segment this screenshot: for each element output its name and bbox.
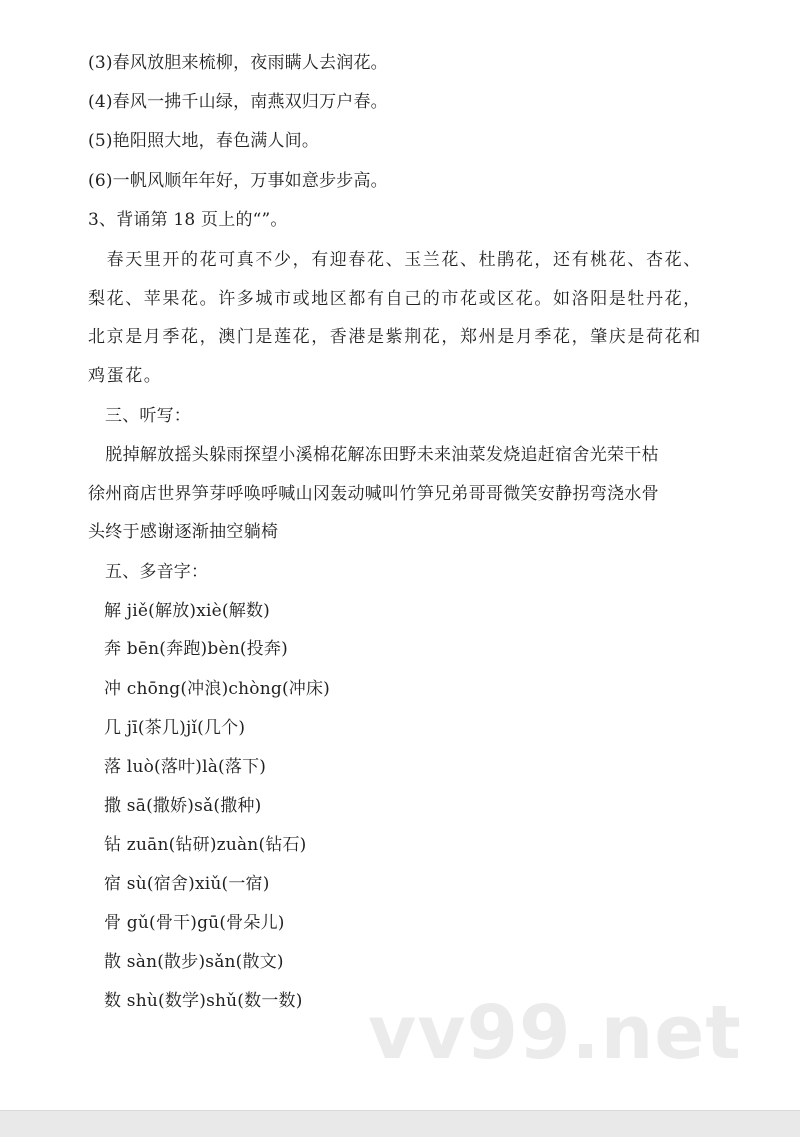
dictation-line: 徐州商店世界笋芽呼唤呼喊山冈轰动喊叫竹笋兄弟哥哥微笑安静拐弯浇水骨 xyxy=(88,484,659,504)
couplet-line-4: (4)春风一拂千山绿，南燕双归万户春。 xyxy=(88,92,388,112)
polyphone-item: 骨 gǔ(骨干)gū(骨朵儿) xyxy=(104,913,285,933)
couplet-line-5: (5)艳阳照大地，春色满人间。 xyxy=(88,131,320,151)
polyphone-item: 奔 bēn(奔跑)bèn(投奔) xyxy=(104,639,288,659)
watermark: vv99.net xyxy=(368,990,742,1076)
polyphone-item: 冲 chōng(冲浪)chòng(冲床) xyxy=(104,679,331,699)
page-bottom-bar xyxy=(0,1110,800,1137)
paragraph-line: 春天里开的花可真不少，有迎春花、玉兰花、杜鹃花，还有桃花、杏花、 xyxy=(88,250,702,270)
polyphone-item: 几 jī(茶几)jǐ(几个) xyxy=(104,718,246,738)
polyphone-item: 钻 zuān(钻研)zuàn(钻石) xyxy=(104,835,307,855)
couplet-line-6: (6)一帆风顺年年好，万事如意步步高。 xyxy=(88,171,388,191)
polyphone-item: 撒 sā(撒娇)sǎ(撒种) xyxy=(104,796,262,816)
section-heading-dictation: 三、听写： xyxy=(105,406,191,426)
paragraph-line: 北京是月季花，澳门是莲花，香港是紫荆花，郑州是月季花，肇庆是荷花和 xyxy=(88,327,702,347)
section-heading-polyphones: 五、多音字： xyxy=(105,562,209,582)
dictation-line: 头终于感谢逐渐抽空躺椅 xyxy=(88,522,279,542)
polyphone-item: 落 luò(落叶)là(落下) xyxy=(104,757,267,777)
polyphone-item: 宿 sù(宿舍)xiǔ(一宿) xyxy=(104,874,270,894)
polyphone-item: 散 sàn(散步)sǎn(散文) xyxy=(104,952,284,972)
paragraph-line: 梨花、苹果花。许多城市或地区都有自己的市花或区花。如洛阳是牡丹花， xyxy=(88,289,702,309)
paragraph-line: 鸡蛋花。 xyxy=(88,366,163,386)
polyphone-item: 数 shù(数学)shǔ(数一数) xyxy=(104,991,303,1011)
recite-instruction: 3、背诵第 18 页上的“”。 xyxy=(88,210,288,230)
polyphone-item: 解 jiě(解放)xiè(解数) xyxy=(104,601,270,621)
couplet-line-3: (3)春风放胆来梳柳，夜雨瞒人去润花。 xyxy=(88,53,388,73)
dictation-line: 脱掉解放摇头躲雨探望小溪棉花解冻田野未来油菜发烧追赶宿舍光荣干枯 xyxy=(88,445,659,465)
